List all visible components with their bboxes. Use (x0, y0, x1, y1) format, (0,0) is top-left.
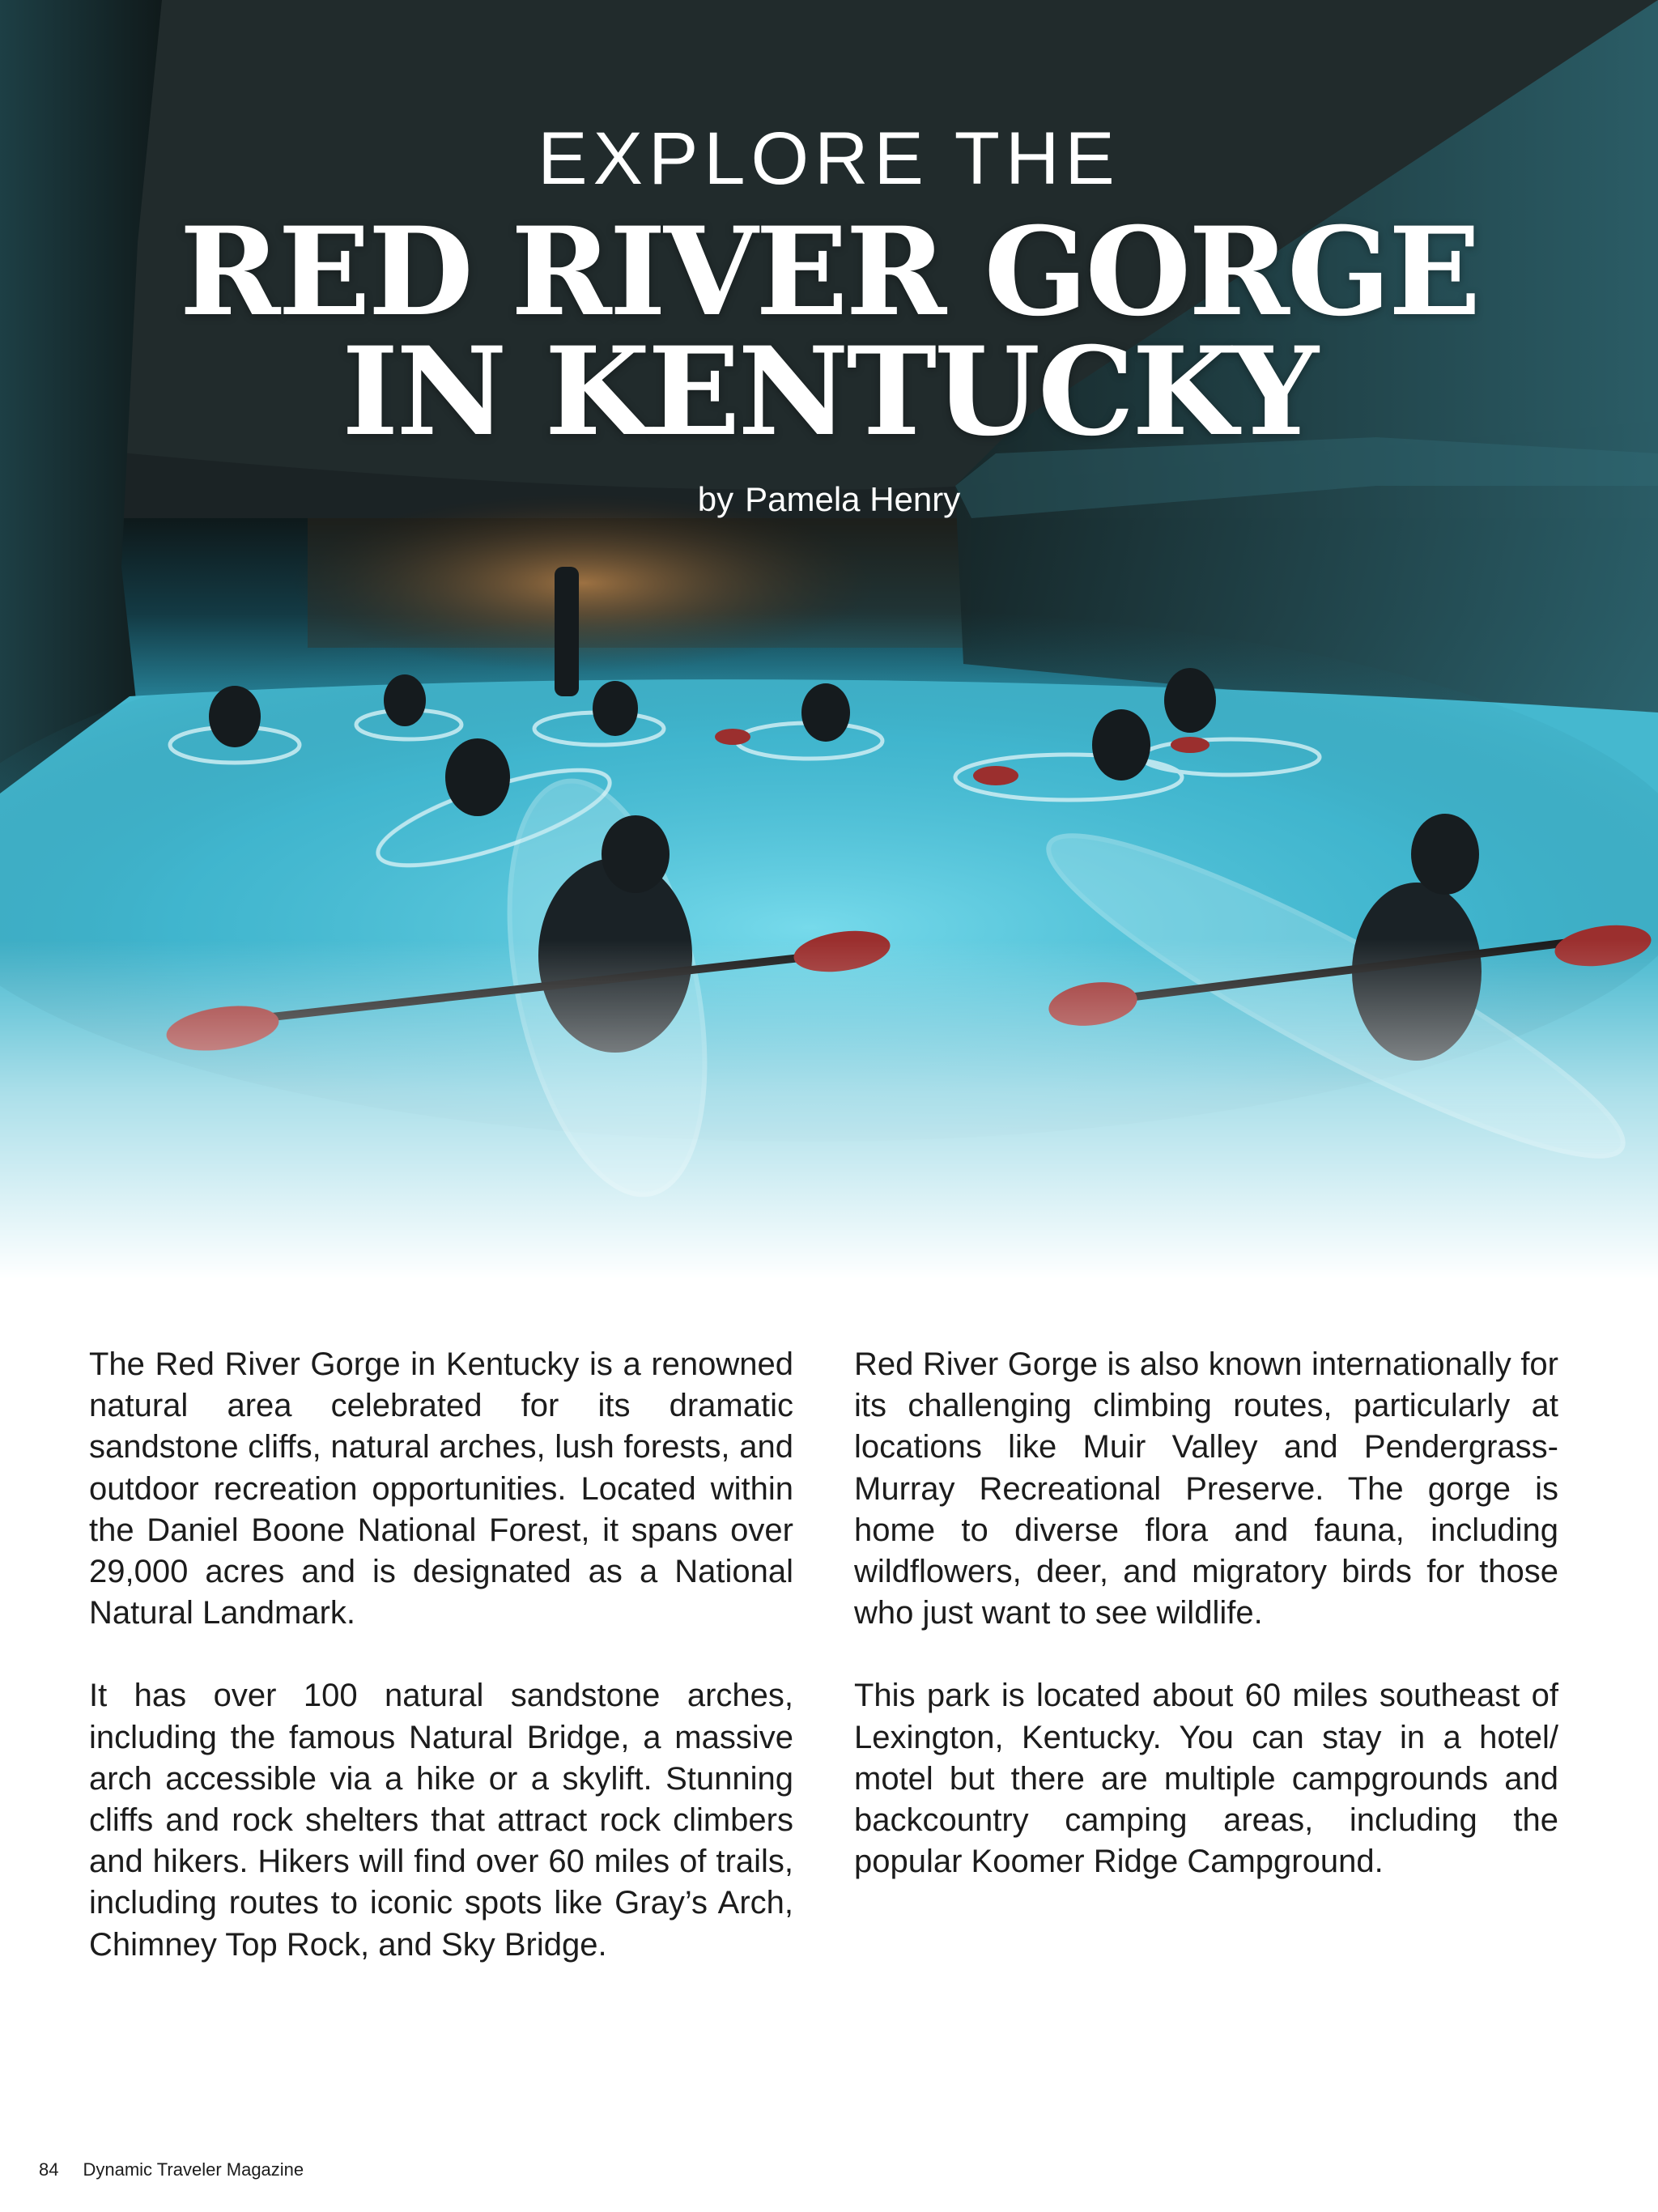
title-line-2: IN KENTUCKY (342, 321, 1316, 463)
hero-fade (0, 939, 1658, 1279)
page-title (0, 201, 1658, 463)
paragraph: Red River Gorge is also known internationally for its challenging climbing routes, particularly at locations like Muir Valley and Pendergrass-Murray Recreational Preserve. The gorge is home to diverse flora and fauna, including wildflowers, deer, and migratory birds for those who just want to see wildlife. (854, 1346, 1558, 1631)
article-column-right (854, 1344, 1558, 1924)
title-line-1: RED RIVER GORGE (179, 201, 1479, 343)
title-kicker: EXPLORE THE (538, 117, 1120, 200)
publication-name: Dynamic Traveler Magazine (83, 2159, 304, 2180)
page-number: 84 (39, 2159, 59, 2180)
paragraph: This park is located about 60 miles southeast of Lexington, Kentucky. You can stay in a hotel/ motel but there are multiple campgrounds and backcountry camping areas, including the popular Koomer Ridge Campground. (854, 1678, 1558, 1880)
byline-prefix: by (697, 480, 734, 518)
author-name: Pamela Henry (745, 480, 961, 518)
byline (0, 480, 1658, 518)
article-column-left (89, 1344, 793, 2007)
page-footer (39, 2159, 304, 2180)
paragraph: It has over 100 natural sandstone arches, including the famous Natural Bridge, a massive arch accessible via a hike or a skylift. Stunning cliffs and rock shelters that attract rock climbers and hikers. Hikers will find over 60 miles of trails, including routes to iconic spots like Gray’s Arch, Chimney Top Rock, and Sky Bridge. (89, 1678, 793, 1963)
paragraph: The Red River Gorge in Kentucky is a renowned natural area celebrated for its dramatic sandstone cliffs, natural arches, lush forests, and outdoor recreation opportunities. Located within the Daniel Boone National Forest, it spans over 29,000 acres and is designated as a National Natural Landmark. (89, 1346, 793, 1631)
